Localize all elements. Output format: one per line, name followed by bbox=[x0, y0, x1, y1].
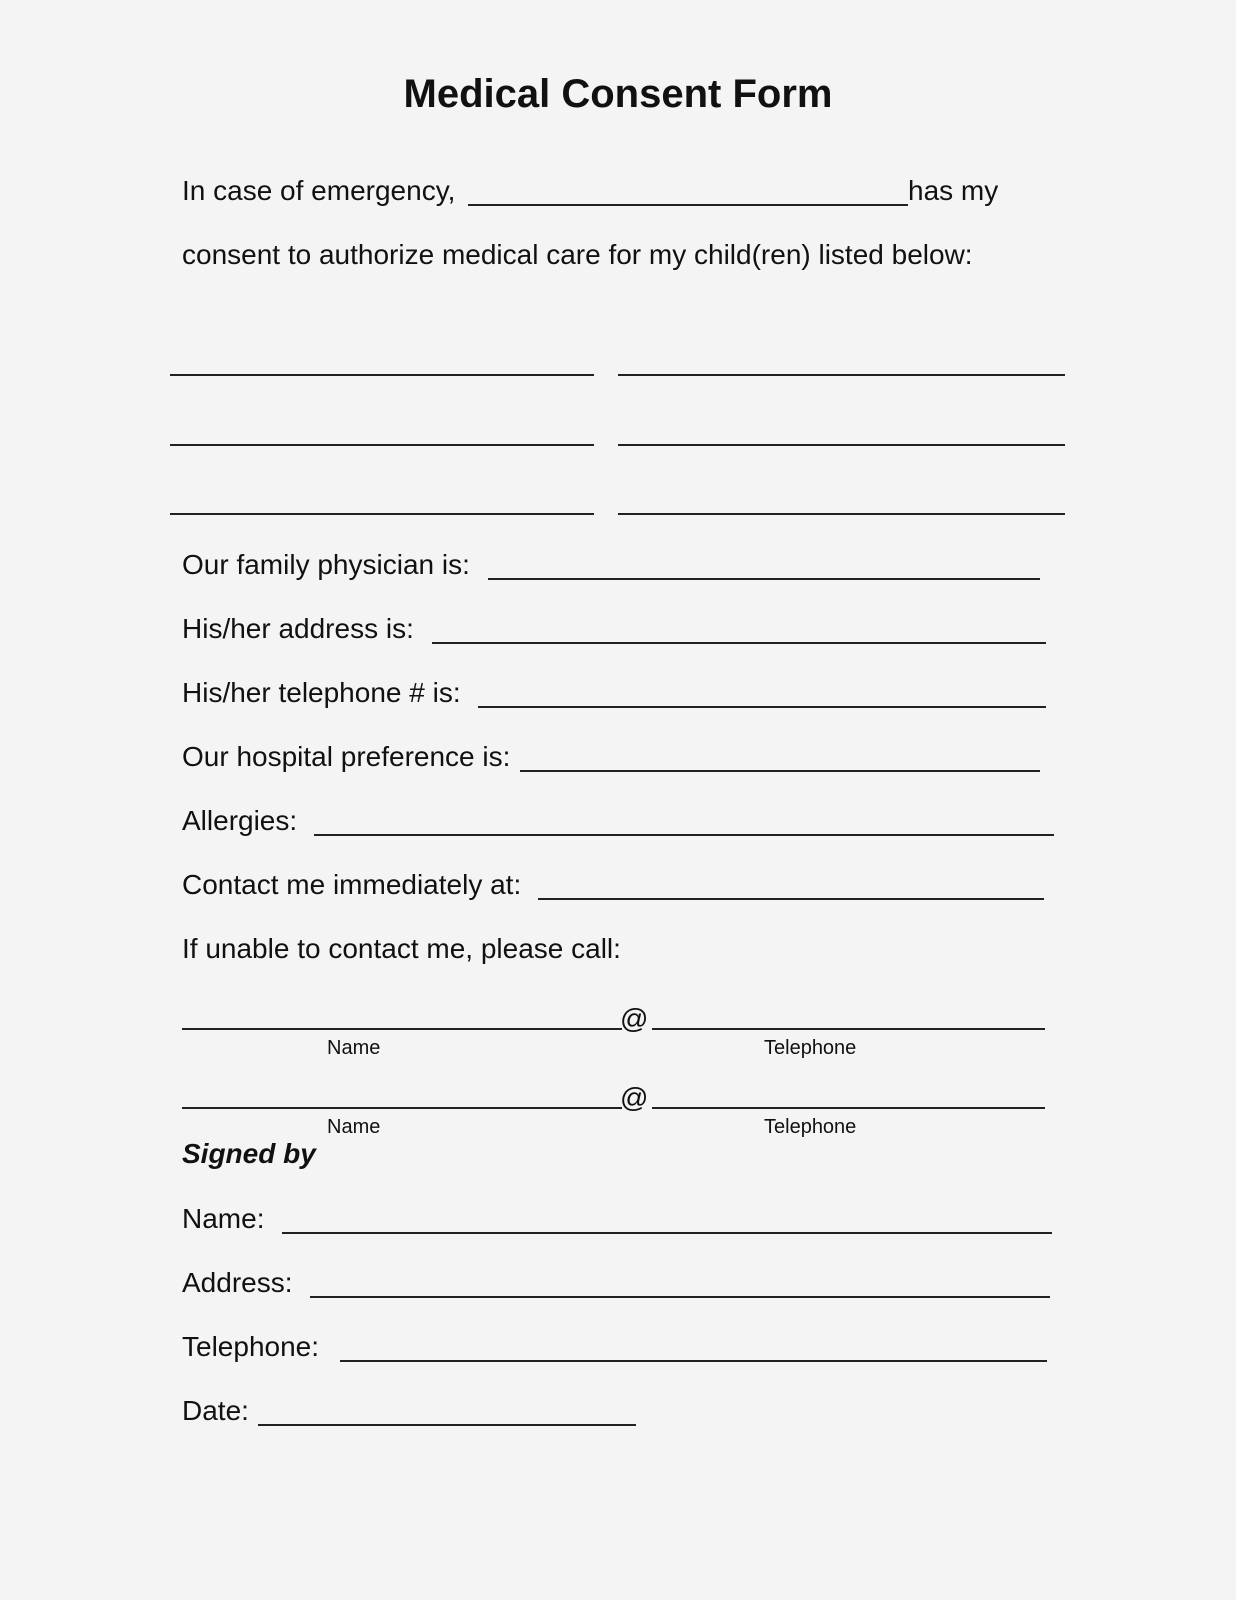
signer-date-label: Date: bbox=[182, 1395, 249, 1426]
intro-suffix: has my bbox=[908, 175, 999, 206]
child-line-3b[interactable] bbox=[618, 513, 1065, 515]
allergies-field[interactable] bbox=[314, 834, 1054, 836]
alt-contact-1-telephone-field[interactable] bbox=[652, 1028, 1045, 1030]
signer-date-field[interactable] bbox=[258, 1424, 636, 1426]
alt-contact-2-telephone-caption: Telephone bbox=[764, 1116, 857, 1138]
physician-field[interactable] bbox=[488, 578, 1040, 580]
alt-contact-2-name-caption: Name bbox=[327, 1116, 381, 1138]
physician-label: Our family physician is: bbox=[182, 549, 470, 580]
child-line-3a[interactable] bbox=[170, 513, 594, 515]
hospital-label: Our hospital preference is: bbox=[182, 741, 511, 772]
signer-address-field[interactable] bbox=[310, 1296, 1050, 1298]
alt-contact-2-name-field[interactable] bbox=[182, 1107, 622, 1109]
allergies-label: Allergies: bbox=[182, 805, 298, 836]
physician-address-field[interactable] bbox=[432, 642, 1046, 644]
child-line-1b[interactable] bbox=[618, 374, 1065, 376]
child-line-1a[interactable] bbox=[170, 374, 594, 376]
contact-field[interactable] bbox=[538, 898, 1044, 900]
physician-telephone-field[interactable] bbox=[478, 706, 1046, 708]
alt-contact-1-at: @ bbox=[620, 1003, 649, 1034]
signer-telephone-field[interactable] bbox=[340, 1360, 1047, 1362]
hospital-field[interactable] bbox=[520, 770, 1040, 772]
page-title: Medical Consent Form bbox=[403, 72, 833, 116]
signer-telephone-label: Telephone: bbox=[182, 1331, 320, 1362]
alt-contact-1-telephone-caption: Telephone bbox=[764, 1037, 857, 1059]
signed-by-heading: Signed by bbox=[182, 1138, 316, 1169]
contact-label: Contact me immediately at: bbox=[182, 869, 522, 900]
child-line-2a[interactable] bbox=[170, 444, 594, 446]
unable-label: If unable to contact me, please call: bbox=[182, 933, 621, 964]
alt-contact-2-at: @ bbox=[620, 1082, 649, 1113]
signer-name-field[interactable] bbox=[282, 1232, 1052, 1234]
intro-prefix: In case of emergency, bbox=[182, 175, 456, 206]
physician-telephone-label: His/her telephone # is: bbox=[182, 677, 461, 708]
intro-line-2: consent to authorize medical care for my child(ren) listed below: bbox=[182, 239, 973, 270]
signer-address-label: Address: bbox=[182, 1267, 293, 1298]
alt-contact-2-telephone-field[interactable] bbox=[652, 1107, 1045, 1109]
physician-address-label: His/her address is: bbox=[182, 613, 414, 644]
alt-contact-1-name-caption: Name bbox=[327, 1037, 381, 1059]
alt-contact-1-name-field[interactable] bbox=[182, 1028, 622, 1030]
child-line-2b[interactable] bbox=[618, 444, 1065, 446]
guardian-name-line[interactable] bbox=[468, 204, 908, 206]
signer-name-label: Name: bbox=[182, 1203, 265, 1234]
